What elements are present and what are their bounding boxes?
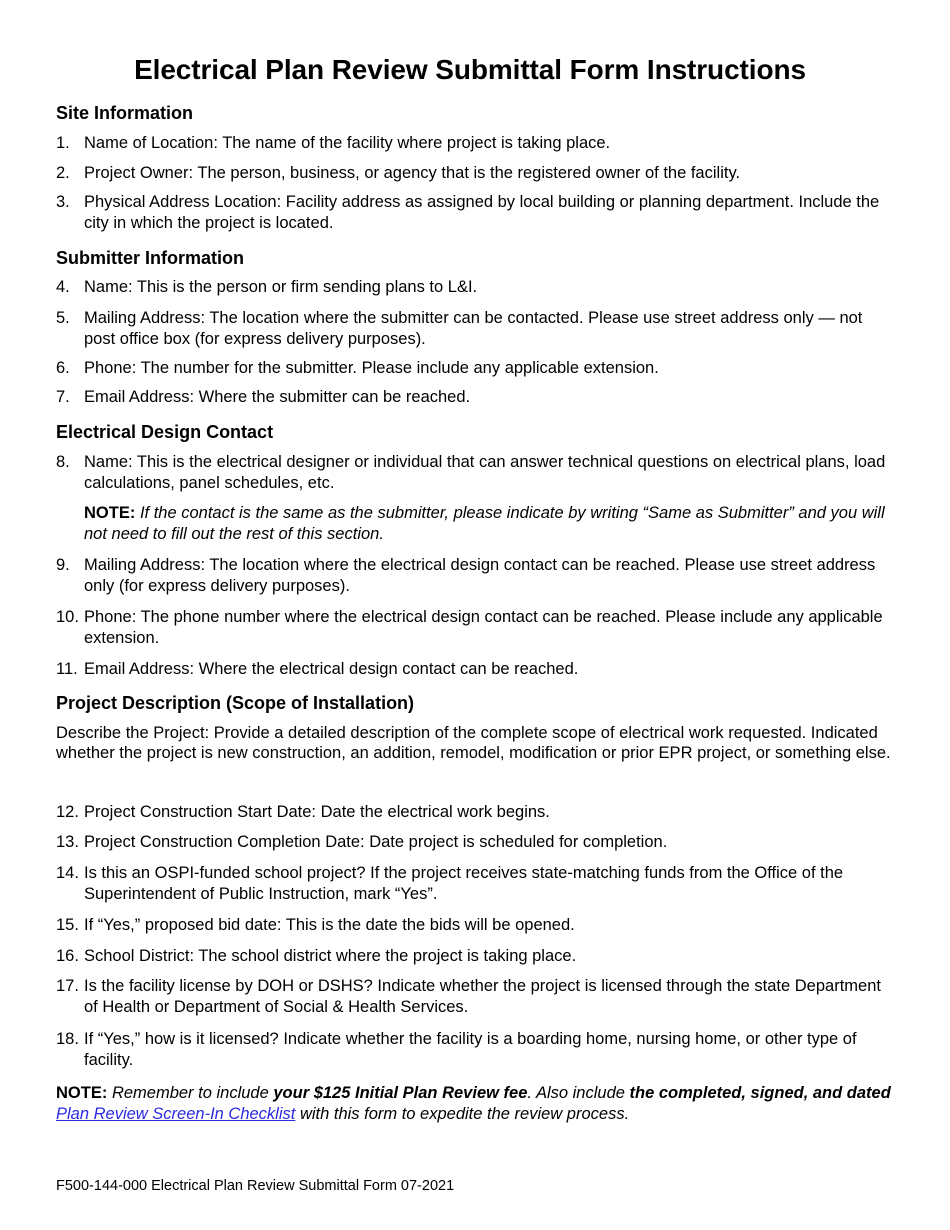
- list-item: 6. Phone: The number for the submitter. Please include any applicable extension.: [56, 359, 659, 377]
- list-item: 17. Is the facility license by DOH or DSHS? Indicate whether the project is licensed through the state Department of Health or Department of Social & Health Services.: [56, 977, 881, 1016]
- list-item: 11. Email Address: Where the electrical design contact can be reached.: [56, 660, 579, 678]
- list-item: 16. School District: The school district where the project is taking place.: [56, 947, 577, 965]
- list-item: 7. Email Address: Where the submitter can be reached.: [56, 388, 471, 406]
- section-heading-site: Site Information: [56, 103, 194, 123]
- fee-note: NOTE: Remember to include your $125 Initial Plan Review fee. Also include the completed, signed, and dated Plan Review Screen-In Checklist with this form to expedite the review process.: [56, 1084, 891, 1123]
- list-item: 9. Mailing Address: The location where the electrical design contact can be reached. Please use street address only (for express delivery purposes).: [56, 556, 876, 595]
- list-item: 18. If “Yes,” how is it licensed? Indicate whether the facility is a boarding home, nursing home, or other type of facility.: [56, 1030, 857, 1069]
- list-item: 5. Mailing Address: The location where the submitter can be contacted. Please use street address only — not post office box (for express delivery purposes).: [56, 309, 863, 348]
- list-item: 12. Project Construction Start Date: Date the electrical work begins.: [56, 803, 550, 821]
- page-title: Electrical Plan Review Submittal Form Instructions: [134, 54, 806, 85]
- list-item: 8. Name: This is the electrical designer or individual that can answer technical questions on electrical plans, load calculations, panel schedules, etc.: [56, 453, 886, 492]
- form-footer: F500-144-000 Electrical Plan Review Submittal Form 07-2021: [56, 1178, 455, 1194]
- section-heading-submitter: Submitter Information: [56, 248, 244, 268]
- list-item: 14. Is this an OSPI-funded school project? If the project receives state-matching funds from the Office of the Superintendent of Public Instruction, mark “Yes”.: [56, 864, 844, 903]
- list-item: 10. Phone: The phone number where the electrical design contact can be reached. Please include any applicable extension.: [56, 608, 883, 647]
- list-item: 15. If “Yes,” proposed bid date: This is the date the bids will be opened.: [56, 916, 575, 934]
- list-item: 2. Project Owner: The person, business, or agency that is the registered owner of the facility.: [56, 164, 741, 182]
- list-item: 4. Name: This is the person or firm sending plans to L&I.: [56, 278, 478, 296]
- design-contact-note: NOTE: If the contact is the same as the submitter, please indicate by writing “Same as Submitter” and you will not need to fill out the rest of this section.: [84, 504, 885, 543]
- screen-in-checklist-link[interactable]: Plan Review Screen-In Checklist: [56, 1105, 296, 1123]
- list-item: 13. Project Construction Completion Date: Date project is scheduled for completion.: [56, 833, 668, 851]
- project-description-text: Describe the Project: Provide a detailed description of the complete scope of electrical work requested. Indicated whether the project is new construction, an addition, remodel, modification or prior EPR project, or something else.: [56, 724, 891, 762]
- section-heading-project: Project Description (Scope of Installation): [56, 693, 415, 713]
- list-item: 1. Name of Location: The name of the facility where project is taking place.: [56, 134, 611, 152]
- section-heading-design: Electrical Design Contact: [56, 422, 274, 442]
- list-item: 3. Physical Address Location: Facility address as assigned by local building or planning department. Include the city in which the project is located.: [56, 193, 880, 232]
